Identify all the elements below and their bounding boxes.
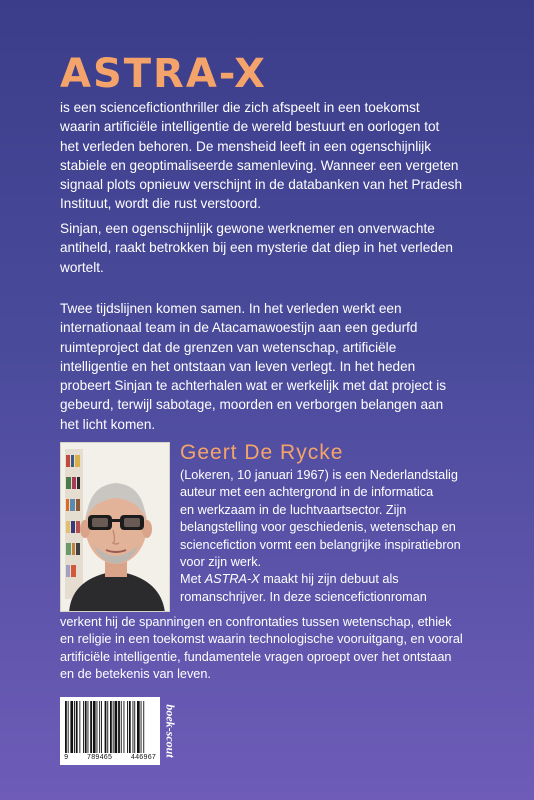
book-title: ASTRA-X bbox=[60, 51, 267, 97]
text-line: en werkzaam in de luchtvaartsector. Zijn bbox=[180, 502, 407, 517]
barcode-bar bbox=[118, 701, 120, 753]
barcode-bar bbox=[137, 701, 140, 753]
barcode-digit-group: 789465 bbox=[86, 754, 113, 762]
text-fragment: maakt hij zijn debuut als bbox=[259, 572, 399, 587]
text-line: waarin artificiële intelligentie de wereld bestuurt en oorlogen tot bbox=[60, 119, 440, 135]
text-line: artificiële intelligentie, fundamentele vragen oproept over het ontstaan bbox=[60, 649, 452, 664]
text-line: internationaal team in de Atacamawoestijn aan een gedurfd bbox=[60, 320, 418, 336]
barcode-bar bbox=[76, 701, 78, 753]
isbn-barcode bbox=[60, 697, 160, 765]
barcode-bar bbox=[124, 701, 125, 753]
barcode-bar bbox=[134, 701, 135, 753]
barcode-bar bbox=[141, 701, 142, 753]
author-name: Geert De Rycke bbox=[180, 441, 344, 464]
barcode-bar bbox=[107, 701, 108, 753]
text-line bbox=[180, 571, 480, 588]
barcode-bar bbox=[83, 701, 84, 753]
barcode-bar bbox=[65, 701, 67, 753]
text-line: en de betekenis van leven. bbox=[60, 667, 211, 682]
text-line: gebeurd, terwijl sabotage, moorden en verborgen belangen aan bbox=[60, 397, 444, 413]
text-line: verkent hij de spanningen en confrontaties tussen wetenschap, ethiek bbox=[60, 615, 452, 629]
barcode-bar bbox=[101, 701, 102, 753]
author-bio-bottom bbox=[60, 614, 480, 684]
text-line: belangstelling voor geschiedenis, wetenschap en bbox=[180, 520, 456, 535]
synopsis-paragraph-3 bbox=[60, 299, 480, 434]
text-line: stabiele en geoptimaliseerde samenleving. Wanneer een vergeten bbox=[60, 157, 459, 173]
text-fragment: Met bbox=[180, 572, 205, 587]
barcode-bar bbox=[113, 701, 114, 753]
barcode-bar bbox=[105, 701, 107, 753]
author-bio-top bbox=[180, 467, 480, 606]
synopsis-paragraph-2 bbox=[60, 219, 480, 277]
barcode-digit-group: 9 bbox=[64, 754, 69, 762]
publisher-name: boek-scout bbox=[163, 704, 178, 758]
barcode-digits bbox=[64, 754, 156, 762]
barcode-bar bbox=[79, 701, 80, 753]
text-line: is een sciencefictionthriller die zich afspeelt in een toekomst bbox=[60, 100, 420, 115]
barcode-bar bbox=[99, 701, 100, 753]
barcode-bar bbox=[88, 701, 89, 753]
barcode-bar bbox=[85, 701, 87, 753]
text-line: intelligentie en het ontstaan van leven verlegt. In het heden bbox=[60, 358, 416, 374]
text-line: romanschrijver. In deze sciencefictionroman bbox=[180, 589, 427, 604]
text-line: ruimteproject dat de grenzen van wetenschap, artificiële bbox=[60, 339, 397, 355]
text-line: (Lokeren, 10 januari 1967) is een Nederlandstalig bbox=[180, 468, 458, 482]
barcode-bar bbox=[68, 701, 69, 753]
text-line: het licht komen. bbox=[60, 416, 156, 432]
barcode-bar bbox=[110, 701, 112, 753]
barcode-bars bbox=[60, 701, 160, 757]
text-line: antiheld, raakt betrokken bij een mysterie dat diep in het verleden bbox=[60, 240, 453, 256]
text-line: voor zijn werk. bbox=[180, 555, 262, 570]
text-line: Twee tijdslijnen komen samen. In het verleden werkt een bbox=[60, 301, 402, 316]
barcode-bar bbox=[93, 701, 96, 753]
barcode-bar bbox=[115, 701, 118, 753]
text-line: probeert Sinjan te achterhalen wat er werkelijk met dat project is bbox=[60, 378, 447, 394]
barcode-bar bbox=[121, 701, 122, 753]
barcode-bar bbox=[97, 701, 98, 753]
text-line: Sinjan, een ogenschijnlijk gewone werknemer en onverwachte bbox=[60, 221, 435, 236]
text-line: sciencefiction vormt een belangrijke inspiratiebron bbox=[180, 537, 461, 552]
text-line: en religie in een toekomst waarin technologische vooruitgang, en vooral bbox=[60, 632, 463, 647]
synopsis-paragraph-1 bbox=[60, 98, 480, 214]
barcode-bar bbox=[143, 701, 144, 753]
author-portrait-illustration bbox=[61, 443, 170, 612]
barcode-digit-group: 446967 bbox=[130, 754, 156, 762]
text-line: wortelt. bbox=[60, 259, 104, 275]
author-photo bbox=[60, 442, 170, 612]
barcode-bar bbox=[70, 701, 73, 753]
barcode-bar bbox=[129, 701, 131, 753]
text-line: signaal plots opnieuw verschijnt in de databanken van het Pradesh bbox=[60, 177, 463, 193]
text-line: Instituut, wordt die rust verstoord. bbox=[60, 196, 261, 212]
barcode-bar bbox=[90, 701, 92, 753]
publisher-logo bbox=[160, 700, 180, 762]
text-line: het verleden behoren. De mensheid leeft in een ogenschijnlijk bbox=[60, 138, 432, 154]
barcode-bar bbox=[127, 701, 128, 753]
barcode-bar bbox=[74, 701, 75, 753]
book-title-mention: ASTRA-X bbox=[204, 572, 260, 587]
text-line: auteur met een achtergrond in de informatica bbox=[180, 485, 434, 500]
barcode-bar bbox=[133, 701, 134, 753]
